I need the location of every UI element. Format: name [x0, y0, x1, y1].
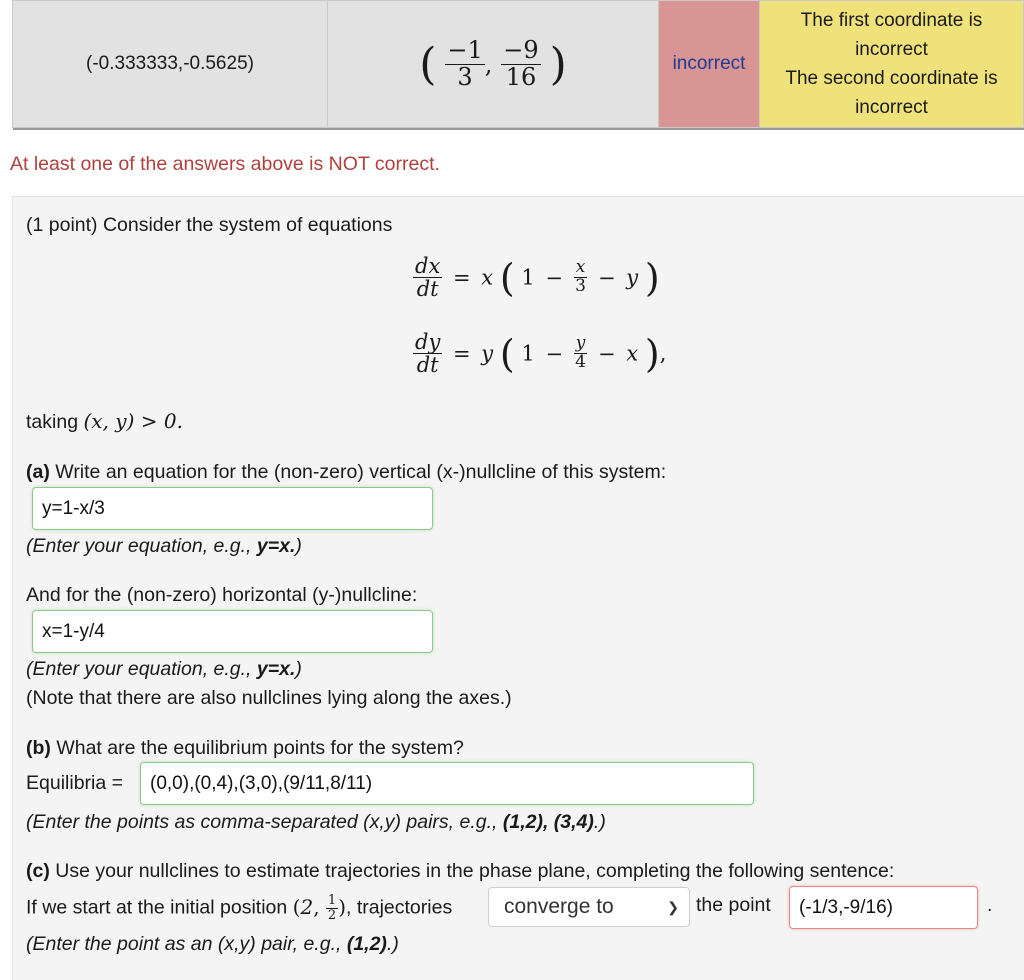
incorrect-warning: At least one of the answers above is NOT correct. [10, 153, 440, 175]
hint-text: .) [593, 811, 606, 833]
results-row [13, 1, 1024, 128]
eq1-one: 1 [521, 265, 535, 290]
sentence-end: the point [696, 894, 771, 916]
init-x: 2 [300, 894, 314, 919]
dy-numerator: dy [415, 330, 441, 354]
dt-denominator: dt [416, 353, 439, 378]
eq2-inner-fraction [574, 335, 588, 372]
feedback-line: incorrect [855, 97, 928, 118]
eq1-close-paren: ) [644, 255, 660, 300]
part-b-text: What are the equilibrium points for the system? [56, 737, 464, 759]
equals-sign: = [452, 265, 471, 290]
select-value: converge to [504, 895, 614, 918]
part-a-text: Write an equation for the (non-zero) vertical (x-)nullcline of this system: [55, 461, 667, 483]
equilibria-label: Equilibria = [26, 772, 124, 794]
eq1-minus-2: − [597, 265, 616, 290]
eq2-minus-2: − [598, 341, 616, 366]
eq1-frac-num: x [575, 257, 586, 278]
eq2-frac-den: 4 [575, 352, 586, 373]
problem-panel [12, 196, 1024, 980]
preview-y-fraction [501, 38, 540, 89]
part-a-label: (a) [26, 461, 50, 483]
status-badge: incorrect [659, 1, 760, 128]
sentence-start: If we start at the initial position [26, 896, 288, 919]
taking-label: taking [26, 411, 79, 433]
part-b-label: (b) [26, 737, 51, 759]
eq2-frac-num: y [575, 333, 586, 354]
part-c-label: (c) [26, 860, 50, 882]
equals-sign: = [453, 341, 471, 366]
feedback-line: incorrect [855, 39, 928, 60]
hint-text: (Enter your equation, e.g., [26, 535, 257, 557]
left-paren: ( [419, 38, 437, 90]
initial-position: (2, $\frac{1}{2}$ ) [292, 893, 346, 923]
preview-y-numerator: −9 [503, 36, 539, 65]
preview-x-fraction [445, 38, 484, 89]
eq2-one: 1 [521, 341, 535, 366]
hint-text: (Enter your equation, e.g., [26, 658, 257, 680]
equation-dy [413, 331, 666, 376]
eq2-minus-var: x [626, 341, 639, 366]
results-table [12, 0, 1024, 128]
feedback-line: The first coordinate is [800, 10, 983, 31]
right-paren: ) [549, 38, 567, 90]
horizontal-nullcline-input[interactable] [32, 610, 433, 653]
dx-dt-fraction [413, 255, 442, 300]
part-a-question [26, 461, 666, 484]
dx-numerator: dx [415, 254, 441, 278]
eq1-minus: − [545, 265, 563, 290]
eq2-minus: − [545, 341, 564, 366]
hint-text: .) [386, 933, 399, 955]
sentence-period: . [987, 894, 993, 916]
eq2-var: y [481, 341, 494, 366]
preview-y-denominator: 16 [505, 62, 537, 91]
chevron-down-icon: ❯ [667, 899, 679, 915]
dy-dt-fraction [413, 331, 442, 376]
convergence-point-input[interactable] [789, 886, 978, 929]
eq1-inner-fraction [574, 259, 588, 296]
hint-text: ) [295, 535, 302, 557]
eq1-minus-var: y [626, 265, 639, 290]
part-b-hint [26, 811, 606, 834]
eq1-var: x [481, 265, 494, 290]
eq2-comma: , [659, 341, 667, 366]
hint-text: (Enter the points as comma-separated (x,y) pairs, e.g., [26, 811, 503, 833]
hint-example: y=x. [256, 535, 296, 557]
init-y-fraction [326, 894, 338, 922]
taking-math: (x, y) > 0. [83, 409, 183, 433]
hint-example: (1,2), (3,4) [502, 811, 594, 833]
feedback-message-cell [760, 1, 1024, 128]
hint-text: (Enter the point as an (x,y) pair, e.g., [26, 933, 347, 955]
preview-x-numerator: −1 [447, 36, 483, 65]
preview-x-denominator: 3 [457, 62, 473, 91]
hint-example: y=x. [256, 658, 296, 680]
init-y-num: 1 [327, 893, 337, 908]
part-c-sentence [26, 894, 452, 922]
hint-example: (1,2) [346, 933, 387, 955]
equilibria-input[interactable] [140, 762, 754, 805]
part-a-hint-2 [26, 658, 302, 681]
eq2-close-paren: ) [644, 331, 660, 376]
problem-intro: (1 point) Consider the system of equations [26, 214, 393, 236]
trajectory-behavior-select[interactable] [488, 887, 690, 927]
hint-text: ) [295, 658, 302, 680]
answer-preview-cell [328, 1, 659, 128]
eq1-frac-den: 3 [575, 276, 586, 297]
taking-condition [26, 409, 183, 434]
sentence-mid: , trajectories [346, 896, 453, 919]
entered-answer-cell: (-0.333333,-0.5625) [13, 1, 328, 128]
dt-denominator: dt [416, 277, 439, 302]
feedback-line: The second coordinate is [785, 68, 998, 89]
part-a-note: (Note that there are also nullclines lying along the axes.) [26, 687, 512, 709]
part-b-question [26, 737, 464, 760]
part-a-question-2: And for the (non-zero) horizontal (y-)nullcline: [26, 584, 418, 606]
init-y-den: 2 [327, 907, 337, 923]
eq2-open-paren: ( [499, 331, 515, 376]
vertical-nullcline-input[interactable] [32, 487, 433, 530]
eq1-open-paren: ( [499, 255, 515, 300]
preview-comma: , [484, 50, 493, 78]
part-c-text: Use your nullclines to estimate trajectories in the phase plane, completing the following sentence: [55, 860, 895, 882]
part-c-hint [26, 933, 399, 956]
equation-dx [413, 255, 660, 300]
part-a-hint-1 [26, 535, 302, 558]
part-c-question [26, 860, 894, 883]
